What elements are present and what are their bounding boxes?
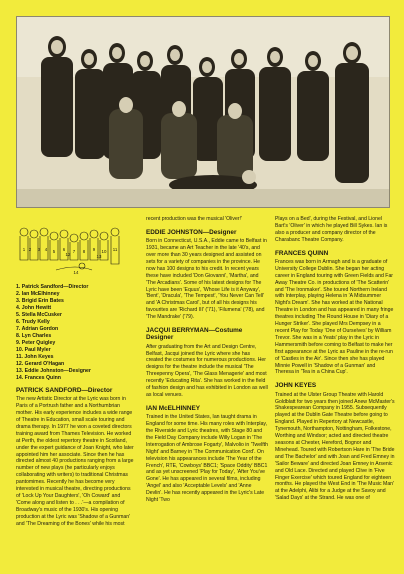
cast-list-item: 3. Brigid Erin Bates <box>16 298 64 304</box>
cast-list-item: 12. Gerard O'Hagan <box>16 361 65 367</box>
column-middle <box>146 216 268 570</box>
diagram-label: 6 <box>62 247 66 252</box>
bio-continued-text: recent production was the musical 'Oliver!' <box>146 216 242 222</box>
diagram-label: 12 <box>65 252 71 257</box>
column-right <box>275 216 395 570</box>
bio-body-jacqui-berryman: After graduating from the Art and Design Centre, Belfast, Jacqui joined the Lyric where she has created the costumes for numerous productions. Her designs for the theatre include the musical 'The Threepenny Opera', 'The Glass Menagerie' and most recently 'Educating Rita'. She has worked in the field of fashion design and has exhibited in London as well as local venues. <box>146 343 268 399</box>
diagram-label: 7 <box>72 249 76 254</box>
diagram-label: 4 <box>44 247 48 252</box>
cast-list-item: 9. Peter Quigley <box>16 340 56 346</box>
cast-diagram-svg <box>16 220 128 278</box>
diagram-label: 5 <box>52 249 56 254</box>
diagram-label: 14 <box>73 270 79 275</box>
diagram-label: 3 <box>37 247 41 252</box>
bio-heading-frances-quinn: FRANCES QUINN <box>275 249 329 257</box>
bio-body-ian-mcelhinney: Trained in the United States, Ian taught drama in England for some time. His many roles with Interplay, the Riverside and Lyric theatres, with Stage 80 and the Field Day Company include Willy Logan in 'The Interrogation of Ambrose Fogarty', Malvolio in 'Twelfth Night' and Barney in 'The Communication Cord'. On television his appearances include 'The Year of the French', RTE, 'Cowboys' BBC1; 'Space Oddity' BBC1 and as yet unscreened 'Play for Today', 'After You've Gone'. He has appeared in several films, including 'Angel' and also 'Acceptable Levels' and 'Anne Devlin'. He has recently appeared in the Lyric's Late Night 'Two <box>146 414 268 504</box>
diagram-label: 8 <box>82 249 86 254</box>
cast-list-item: 14. Frances Quinn <box>16 375 61 381</box>
column-left <box>16 284 136 570</box>
cast-diagram <box>16 220 128 278</box>
cast-list <box>16 284 136 382</box>
cast-list-item: 13. Eddie Johnston—Designer <box>16 368 91 374</box>
diagram-label: 2 <box>28 247 32 252</box>
diagram-label: 13 <box>96 254 102 259</box>
cast-list-item: 11. John Keyes <box>16 354 54 360</box>
diagram-label: 1 <box>22 247 26 252</box>
bio-body-eddie-johnston: Born in Connecticut, U.S.A., Eddie came to Belfast in 1931, became an Art Teacher in the late '40's, and over more than 30 years designed and assisted on sets for a variety of companies in the province. He now has 100 designs to his credit. In recent years these have included 'Don Giovanni', 'Martha', and 'The Arcadians'. Some of his latest designs for The Lyric have been 'Equus', 'Whose Life is it Anyway', 'Bent', 'Dracula', 'The Tempest', 'You Never Can Tell' and 'A Christmas Carol', but of all his designs his favourites are 'Richard III' ('71), 'Filumena' ('78), and 'The Mandrake' ('79). <box>146 238 267 321</box>
bio-heading-jacqui-berryman: JACQUI BERRYMAN—Costume Designer <box>146 327 243 342</box>
bio-heading-patrick-sandford: PATRICK SANDFORD—Director <box>16 387 113 394</box>
bio-continued-text: Plays on a Bed', during the Festival, and Lionel Bart's 'Oliver' in which he played Bill Sykes. Ian is also a producer and company director of the Charabanc Theatre Company. <box>275 216 388 243</box>
diagram-label: 10 <box>101 249 107 254</box>
cast-list-item: 7. Adrian Gordon <box>16 326 59 332</box>
cast-list-item: 2. Ian McElhinney <box>16 291 60 297</box>
cast-list-item: 1. Patrick Sandford—Director <box>16 284 89 290</box>
bio-heading-eddie-johnston: EDDIE JOHNSTON—Designer <box>146 228 237 236</box>
diagram-label: 9 <box>92 247 96 252</box>
cast-list-item: 10. Paul Myler <box>16 347 51 353</box>
cast-list-item: 6. Trudy Kelly <box>16 319 50 325</box>
bio-heading-john-keyes: JOHN KEYES <box>275 382 317 390</box>
cast-list-item: 8. Lyn Charles <box>16 333 52 339</box>
bio-body-frances-quinn: Frances was born in Armagh and is a graduate of University College Dublin. She began her acting career in England touring with Green Fields and Far Away Theatre Co. in productions of 'The Scatterin' and 'The Ironmaker'. She toured Northern Ireland with Interplay, playing Helena in 'A Midsummer Night's Dream'. She has worked at the National Theatre in London and has appeared in many fringe theatres including The Round House in 'Diary of a Hunger Striker'. She played Mrs Dempsey in a recent Play for Today 'One of Ourselves' by William Trevor. She was in a Yeats' play in the Lyric in Hammersmith before coming to Belfast to make her first appearance at the Lyric as Pauline in the re-run of 'Castles in the Air'. Since then she has played Minnie Powell in 'Shadow of a Gunman' and Theresa in 'Tea in a China Cup'. <box>275 258 394 376</box>
bio-body-john-keyes: Trained at the Ulster Group Theatre with Harold Goldblatt for two years then joined Anew McMaster's Shakespearean Company in 1955. Subsequently played at the Dublin Gate Theatre before going to England. Played in Repertory at Newcastle, Tynemouth, Northampton, Nottingham, Folkestone, Worthing and Windsor; acted and directed theatre seasons at Chester, Hereford, Bognor and Minehead. Toured with Robertson Hare in 'The Bride and The Bachelor' and with Joan and Fred Emney in 'Sailor Beware' and directed Joan Emney in Arsenic and Old Lace. Directed and played Clive in 'Five Finger Exercise' which toured England for eighteen months. He played the West End in 'The Music Man' at the Adelphi, Alibi for a Judge at the Savoy and 'Salad Days' at the Strand. He was one of <box>275 391 395 502</box>
diagram-label: 11 <box>112 247 118 252</box>
cast-photo-image <box>17 17 389 207</box>
bio-body-patrick-sandford: The new Artistic Director at the Lyric was born in Paris of a Portrush father and a Northumbrian mother. His early experience includes a wide range of Theatre in Education, small scale touring and drama therapy. In 1977 he won a coveted directors training award from Thames Television. He worked at Perth, the oldest repertory theatre in Scotland, under the expert guidance of Joan Knight, who later appointed him her associate. Since then he has directed almost 40 productions ranging from a large number of new plays (he particularly enjoys collaborating with writers) to traditional Christmas pantomimes. Recently he has become very interested in musical theatre, directing productions of 'Lock Up Your Daughters', 'Oh Coward' and 'Come along and listen to . . .'—a compilation of Broadway's music of the 1930's. His opening production at the Lyric was 'Shadow of a Gunman' and 'The Dreaming of the Bones' while his most <box>16 396 134 527</box>
cast-list-item: 5. Stella McCusker <box>16 312 62 318</box>
cast-photo <box>16 16 390 208</box>
cast-list-item: 4. John Hewitt <box>16 305 52 311</box>
bio-heading-ian-mcelhinney: IAN McELHINNEY <box>146 404 200 412</box>
